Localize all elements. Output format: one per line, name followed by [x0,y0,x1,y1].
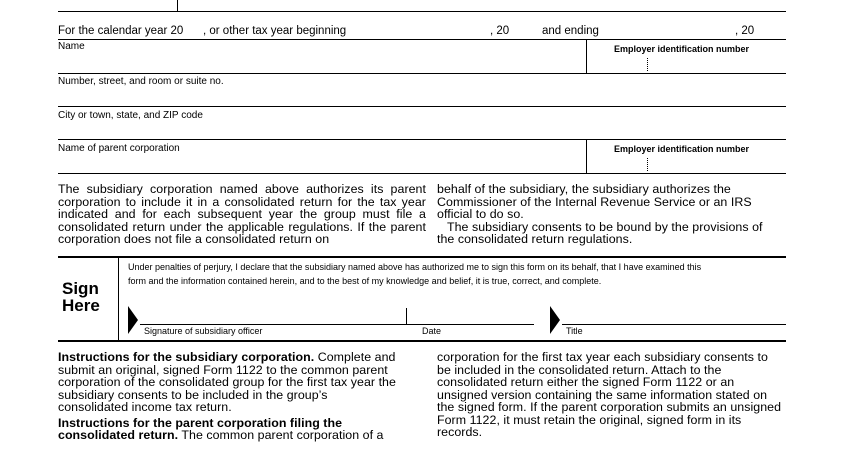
ein-label: Employer identification number [614,44,750,54]
tax-year-rule [58,39,786,40]
address-rule [58,106,786,107]
parent-ein-divider [586,139,587,173]
title-label: Title [566,326,583,336]
instructions-left [58,351,400,442]
authorization-left [58,183,426,246]
address-field[interactable] [58,88,786,104]
sign-here-heading [62,280,100,314]
declaration-line-1: Under penalties of perjury, I declare that the subsidiary named above has authorized me to sign this form on its behalf, that I have examined this [128,262,702,272]
instructions-right [437,351,783,439]
other-year-label: , or other tax year beginning [203,25,347,37]
sign-bottom-rule [58,340,786,342]
parent-instructions [58,417,400,442]
tax-year-ending-field[interactable] [594,24,734,38]
subsidiary-instructions [58,351,400,414]
parent-instructions-text: The common parent corporation of a [178,428,384,442]
top-rule [58,11,786,12]
ein-divider [586,40,587,74]
subsidiary-instructions-heading: Instructions for the subsidiary corporation. [58,350,315,364]
signature-date-divider [406,308,407,324]
parent-ein-label: Employer identification number [614,144,750,154]
authorization-right-text-1: behalf of the subsidiary, the subsidiary authorizes the Commissioner of the Internal Revenue Service or an IRS official to do so. [437,182,752,221]
name-label: Name [58,41,85,52]
perjury-declaration [128,261,701,288]
signature-field[interactable] [142,306,404,324]
comma-20-label: , 20 [490,25,510,37]
declaration-line-2: form and the information contained herein, and to the best of my knowledge and belief, it is true, correct, and complete. [128,275,602,286]
here-word: Here [62,296,100,315]
tax-year-beginning-field[interactable] [352,24,487,38]
date-label: Date [422,326,442,336]
title-arrow-icon [550,306,560,334]
authorization-right [437,183,783,246]
title-rule [562,324,786,325]
parent-name-label: Name of parent corporation [58,143,180,154]
comma-20-ending-label: , 20 [735,25,755,37]
calendar-year-field[interactable] [182,24,202,38]
date-field[interactable] [410,306,532,324]
and-ending-label: and ending [542,25,599,37]
name-rule [58,73,786,74]
sign-top-rule [58,256,786,258]
parent-instructions-heading: Instructions for the parent corporation filing the consolidated return. [58,415,343,442]
city-rule [58,139,786,140]
calendar-year-label: For the calendar year 20 [58,25,184,37]
sign-divider [118,258,119,340]
instructions-right-text: corporation for the first tax year each subsidiary consents to be included in the consolidated return. Attach to the consolidated return either the signed Form 1122 or an unsigned version containing the same information stated on the signed form. If the parent corporation submits an unsigned Form 1122, it must retain the original, signed form in its records. [437,350,782,439]
title-field[interactable] [564,306,784,324]
address-label: Number, street, and room or suite no. [58,76,224,87]
parent-rule [58,173,786,174]
sign-word: Sign [62,279,99,298]
parent-ein-field[interactable] [592,156,782,172]
authorization-left-text: The subsidiary corporation named above authorizes its parent corporation to include it in a consolidated return for the tax year indicated and for each subsequent year the group must file a consolidated return under the applicable regulations. If the parent corporation does not file a consolidated return on [58,182,426,246]
city-field[interactable] [58,122,786,138]
signature-label: Signature of subsidiary officer [144,326,263,336]
subsidiary-instructions-text: Complete and submit an original, signed Form 1122 to the common parent corporation of the consolidated group for the first tax year the subsidiary consents to be included in the group’s consolidated income tax return. [58,350,396,414]
parent-name-field[interactable] [58,155,586,171]
subsidiary-name-field[interactable] [58,53,586,71]
city-label: City or town, state, and ZIP code [58,110,203,121]
signature-rule [140,324,534,325]
authorization-right-text-2: The subsidiary consents to be bound by the provisions of the consolidated return regulations. [437,219,763,246]
signature-arrow-icon [128,306,138,334]
subsidiary-ein-field[interactable] [592,56,782,72]
